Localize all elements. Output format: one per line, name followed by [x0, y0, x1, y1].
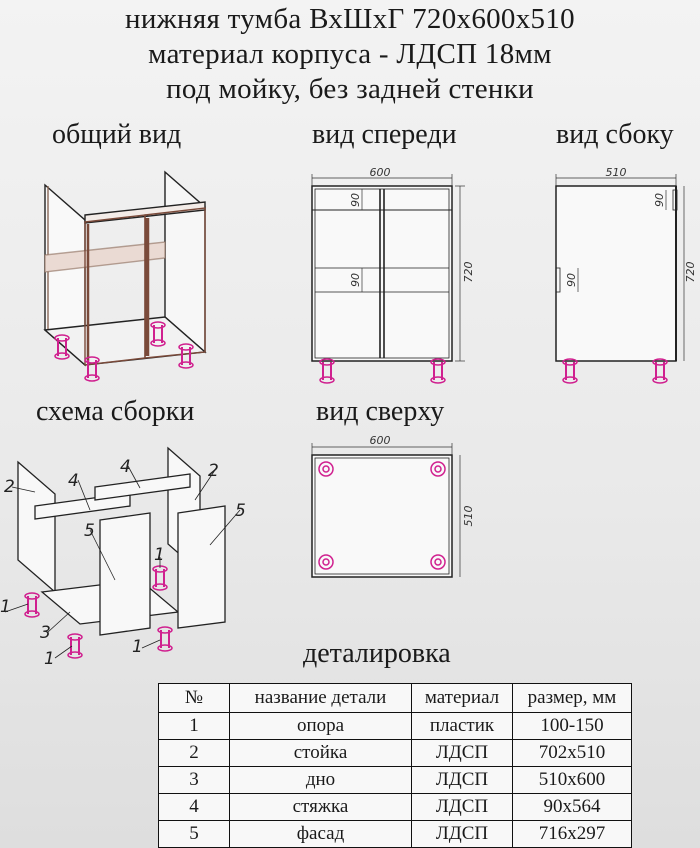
table-cell: пластик: [412, 713, 513, 740]
assembly-number: 2: [208, 461, 219, 481]
table-cell: ЛДСП: [412, 740, 513, 767]
assembly-number: 3: [40, 623, 51, 643]
assembly-number: 5: [84, 521, 95, 541]
table-row: [159, 713, 632, 740]
table-row: [159, 767, 632, 794]
table-row: [159, 794, 632, 821]
column-header: №: [159, 684, 230, 713]
front-height-dim: 720: [462, 261, 475, 283]
assembly-number: 1: [132, 637, 143, 657]
column-header: размер, мм: [513, 684, 632, 713]
column-header: название детали: [230, 684, 412, 713]
front-width-dim: 600: [369, 166, 391, 179]
table-cell: 3: [159, 767, 230, 794]
table-cell: 2: [159, 740, 230, 767]
title-line-3: под мойку, без задней стенки: [166, 73, 534, 105]
table-cell: стойка: [230, 740, 412, 767]
table-cell: фасад: [230, 821, 412, 848]
table-cell: 702х510: [513, 740, 632, 767]
table-header-row: [159, 684, 632, 713]
table-cell: 5: [159, 821, 230, 848]
table-cell: 4: [159, 794, 230, 821]
assembly-number: 5: [235, 501, 246, 521]
table-cell: опора: [230, 713, 412, 740]
front-mid-rail-dim: 90: [349, 273, 362, 287]
front-top-rail-dim: 90: [349, 193, 362, 207]
assembly-number: 1: [154, 545, 165, 565]
table-cell: 100-150: [513, 713, 632, 740]
table-row: [159, 740, 632, 767]
assembly-number: 2: [4, 477, 15, 497]
label-side-view: вид сбоку: [556, 119, 674, 150]
top-depth-dim: 510: [462, 505, 475, 527]
side-top-rail-dim: 90: [653, 193, 666, 207]
table-row: [159, 821, 632, 848]
top-width-dim: 600: [369, 434, 391, 447]
side-view-drawing: [556, 166, 697, 383]
side-depth-dim: 510: [605, 166, 627, 179]
assembly-number: 1: [44, 649, 55, 669]
label-top-view: вид сверху: [316, 396, 445, 427]
title-line-2: материал корпуса - ЛДСП 18мм: [148, 38, 552, 70]
side-height-dim: 720: [684, 261, 697, 283]
table-cell: ЛДСП: [412, 794, 513, 821]
table-cell: 1: [159, 713, 230, 740]
assembly-number: 1: [0, 597, 11, 617]
side-mid-rail-dim: 90: [565, 273, 578, 287]
table-cell: 716х297: [513, 821, 632, 848]
table-cell: стяжка: [230, 794, 412, 821]
assembly-number: 4: [68, 471, 79, 491]
top-view-drawing: [312, 434, 475, 577]
table-cell: 510х600: [513, 767, 632, 794]
title-line-1: нижняя тумба ВхШхГ 720х600х510: [125, 3, 575, 35]
table-cell: ЛДСП: [412, 767, 513, 794]
column-header: материал: [412, 684, 513, 713]
label-front-view: вид спереди: [312, 119, 457, 150]
table-cell: ЛДСП: [412, 821, 513, 848]
general-view-drawing: [45, 172, 205, 381]
label-general-view: общий вид: [52, 119, 182, 150]
table-cell: дно: [230, 767, 412, 794]
table-cell: 90х564: [513, 794, 632, 821]
assembly-number: 4: [120, 457, 131, 477]
parts-table: [158, 683, 632, 848]
parts-heading: деталировка: [303, 638, 451, 669]
front-view-drawing: [312, 166, 475, 383]
label-assembly-scheme: схема сборки: [36, 396, 195, 427]
